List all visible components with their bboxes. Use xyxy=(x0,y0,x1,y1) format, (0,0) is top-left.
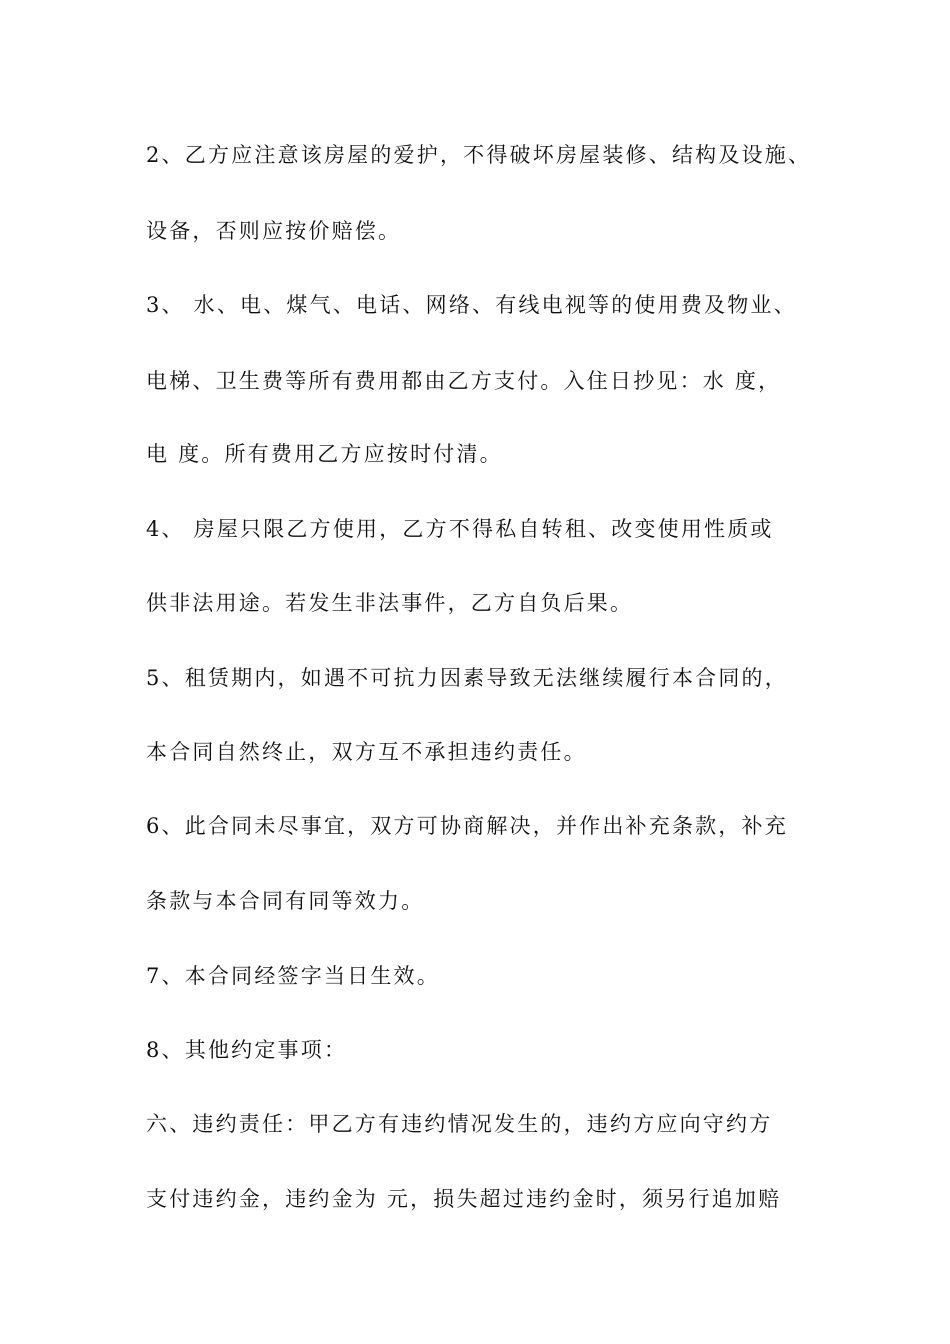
clause-5-line-1: 5、租赁期内，如遇不可抗力因素导致无法继续履行本合同的， xyxy=(146,666,788,690)
clause-4-line-2: 供非法用途。若发生非法事件，乙方自负后果。 xyxy=(146,591,634,615)
clause-7-line-1: 7、本合同经签字当日生效。 xyxy=(146,964,440,988)
clause-5-line-2: 本合同自然终止，双方互不承担违约责任。 xyxy=(146,740,587,764)
clause-6-line-1: 6、此合同未尽事宜，双方可协商解决，并作出补充条款，补充 xyxy=(146,814,788,838)
section-6-line-2: 支付违约金，违约金为 元，损失超过违约金时，须另行追加赔 xyxy=(146,1187,782,1211)
clause-3-line-3: 电 度。所有费用乙方应按时付清。 xyxy=(146,442,503,466)
clause-6-line-2: 条款与本合同有同等效力。 xyxy=(146,889,425,913)
clause-3-line-1: 3、 水、电、煤气、电话、网络、有线电视等的使用费及物业、 xyxy=(146,293,797,317)
clause-2-line-1: 2、乙方应注意该房屋的爱护，不得破坏房屋装修、结构及设施、 xyxy=(146,143,812,167)
clause-2-line-2: 设备，否则应按价赔偿。 xyxy=(146,219,402,243)
clause-4-line-1: 4、 房屋只限乙方使用，乙方不得私自转租、改变使用性质或 xyxy=(146,517,774,541)
clause-3-line-2: 电梯、卫生费等所有费用都由乙方支付。入住日抄见：水 度， xyxy=(146,369,782,393)
section-6-line-1: 六、违约责任：甲乙方有违约情况发生的，违约方应向守约方 xyxy=(146,1112,773,1136)
clause-8-line-1: 8、其他约定事项： xyxy=(146,1038,348,1062)
